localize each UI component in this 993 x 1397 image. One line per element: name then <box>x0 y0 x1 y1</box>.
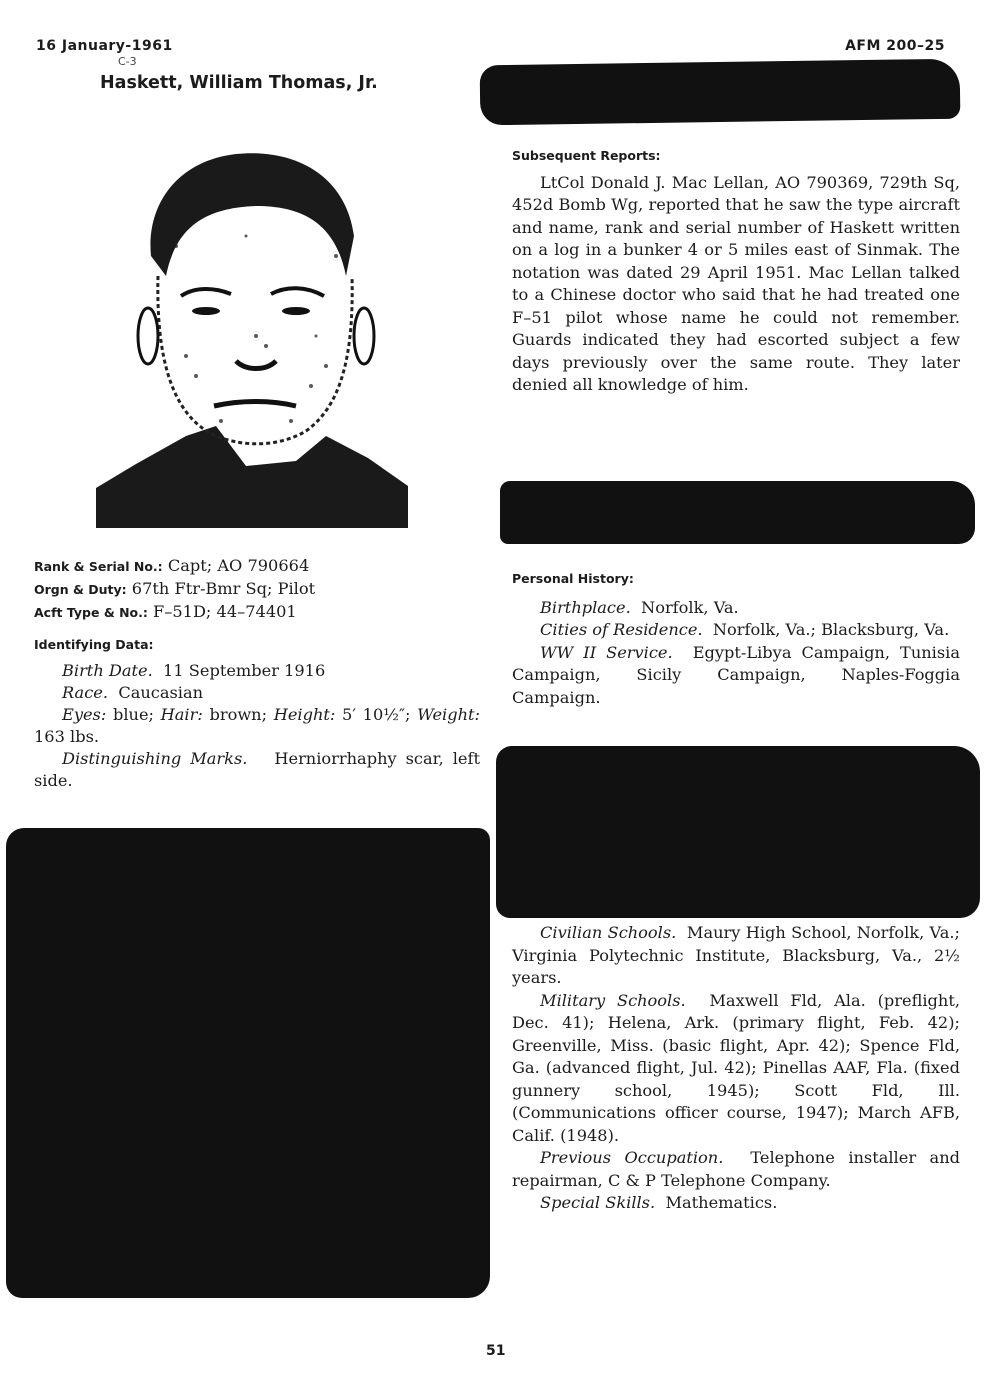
birthplace <box>512 597 960 620</box>
service-details <box>34 555 480 792</box>
cities-value: Norfolk, Va.; Blacksburg, Va. <box>712 620 950 639</box>
occupation-value: Telephone installer and repairman, C & P Telephone Company. <box>512 1148 960 1190</box>
page-number: 51 <box>486 1343 506 1359</box>
subject-name: Haskett, William Thomas, Jr. <box>100 73 378 93</box>
subject-photo <box>96 136 408 528</box>
civilian-value: Maury High School, Norfolk, Va.; Virginia Polytechnic Institute, Blacksburg, Va., 2½ years. <box>512 923 961 987</box>
marks-value: Herniorrhaphy scar, left side. <box>34 749 480 790</box>
rank-row <box>34 555 480 578</box>
orgn-label: Orgn & Duty: <box>34 582 127 597</box>
birth-label: Birth Date. <box>62 661 153 680</box>
redaction-block-top-right <box>480 59 961 126</box>
redaction-block-lower-right <box>496 746 980 918</box>
handwritten-mark: C-3 <box>118 55 137 68</box>
birthplace-label: Birthplace. <box>540 597 631 617</box>
civilian-schools <box>512 922 960 990</box>
ww2-value: Egypt-Libya Campaign, Tunisia Campaign, Sicily Campaign, Naples-Foggia Campaign. <box>512 642 960 707</box>
hair-label: Hair: <box>160 705 203 724</box>
civilian-label: Civilian Schools. <box>540 923 677 942</box>
previous-occupation <box>512 1147 960 1192</box>
photo-eye-right <box>282 307 310 315</box>
birthplace-value: Norfolk, Va. <box>641 597 739 617</box>
skills-value: Mathematics. <box>665 1193 778 1212</box>
orgn-row <box>34 578 480 601</box>
education-section <box>512 922 960 1215</box>
photo-eye-left <box>192 307 220 315</box>
race-value: Caucasian <box>118 683 204 702</box>
occupation-label: Previous Occupation. <box>540 1148 724 1167</box>
cities-label: Cities of Residence. <box>540 620 703 639</box>
ww2-label: WW II Service. <box>540 642 673 662</box>
personal-heading: Personal History: <box>512 571 634 586</box>
birth-value: 11 September 1916 <box>163 661 326 680</box>
physical-description <box>34 704 480 748</box>
weight-value: 163 lbs. <box>34 727 100 746</box>
acft-row <box>34 601 480 624</box>
birth-date <box>34 660 480 682</box>
rank-label: Rank & Serial No.: <box>34 559 163 574</box>
eyes-value: blue; <box>112 705 154 724</box>
eyes-label: Eyes: <box>62 705 107 724</box>
redaction-block-mid-right <box>500 481 975 544</box>
ww2-service <box>512 642 960 710</box>
height-label: Height: <box>273 705 336 724</box>
marks-label: Distinguishing Marks. <box>62 749 248 768</box>
acft-value: F–51D; 44–74401 <box>153 602 297 621</box>
military-label: Military Schools. <box>540 990 686 1010</box>
orgn-value: 67th Ftr-Bmr Sq; Pilot <box>131 579 316 598</box>
personal-history <box>512 568 960 709</box>
hair-value: brown; <box>209 705 268 724</box>
special-skills <box>512 1192 960 1215</box>
document-date: 16 January-1961 <box>36 38 173 54</box>
subsequent-heading: Subsequent Reports: <box>512 148 661 163</box>
cities-of-residence <box>512 619 960 642</box>
height-value: 5′ 10½″; <box>342 705 411 724</box>
subsequent-body: LtCol Donald J. Mac Lellan, AO 790369, 729th Sq, 452d Bomb Wg, reported that he saw the type aircraft and name, rank and serial number of Haskett written on a log in a bunker 4 or 5 miles east of Sinmak. The notation was dated 29 April 1951. Mac Lellan talked to a Chinese doctor who said that he had treated one F–51 pilot whose name he could not remember. Guards indicated they had escorted subject a few days previously over the same route. They later denied all knowledge of him. <box>512 172 960 394</box>
acft-label: Acft Type & No.: <box>34 605 148 620</box>
redaction-block-left <box>6 828 490 1298</box>
weight-label: Weight: <box>417 705 480 724</box>
document-id: AFM 200–25 <box>845 38 945 54</box>
military-value: Maxwell Fld, Ala. (preflight, Dec. 41); Helena, Ark. (primary flight, Feb. 42); Greenville, Miss. (basic flight, Apr. 42); Spence Fld, Ga. (advanced flight, Jul. 42); Pinellas AAF, Fla. (fixed gunnery school, 1945); Scott Fld, Ill. (Communications officer course, 1947); March AFB, Calif. (1948). <box>512 990 960 1145</box>
distinguishing-marks <box>34 748 480 792</box>
military-schools <box>512 990 960 1148</box>
race <box>34 682 480 704</box>
identifying-heading: Identifying Data: <box>34 637 154 652</box>
subsequent-reports <box>512 145 960 397</box>
rank-value: Capt; AO 790664 <box>167 556 310 575</box>
skills-label: Special Skills. <box>540 1193 656 1212</box>
race-label: Race. <box>62 683 109 702</box>
